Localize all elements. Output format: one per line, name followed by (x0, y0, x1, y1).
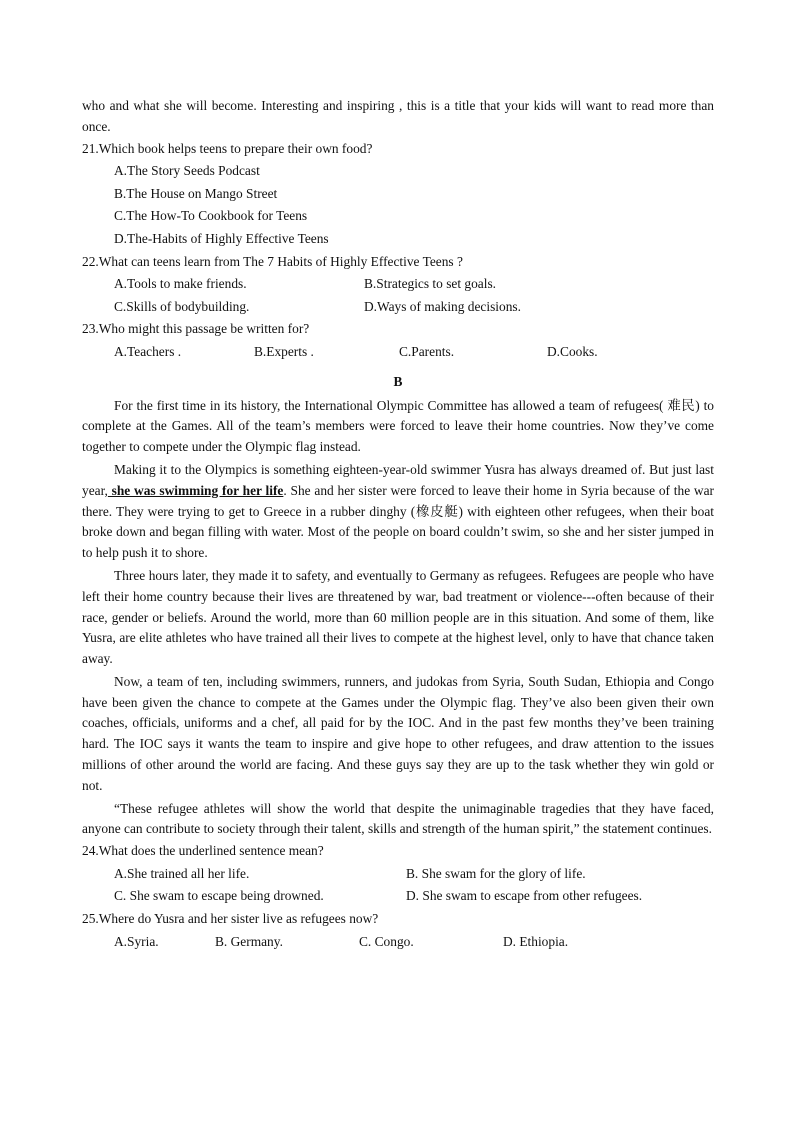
question-25-option-b: B. Germany. (215, 933, 283, 949)
question-23-stem: 23.Who might this passage be written for? (82, 321, 310, 337)
question-25-option-c: C. Congo. (359, 933, 414, 949)
question-24-option-d: D. She swam to escape from other refugees. (406, 888, 643, 904)
question-22-options-row-2 (114, 296, 714, 319)
question-21-option-c: C.The How-To Cookbook for Teens (114, 208, 308, 224)
question-25-option-d: D. Ethiopia. (503, 933, 569, 949)
passage-b-paragraph-5: “These refugee athletes will show the world that despite the unimaginable tragedies that they have faced, anyone can contribute to society through their talent, skills and strength of the human spirit,” the statement continues. (82, 800, 714, 837)
question-22-option-c: C.Skills of bodybuilding. (114, 298, 250, 314)
question-25-option-a: A.Syria. (114, 933, 159, 949)
question-25-options-row (114, 931, 714, 954)
section-b-heading: B (393, 373, 403, 389)
question-23-option-d: D.Cooks. (547, 343, 598, 359)
paragraph-2-text-before: Making it to the Olympics is something eighteen-year-old swimmer Yusra has always dreamed of. But just last year, (82, 461, 714, 498)
question-24-option-b: B. She swam for the glory of life. (406, 865, 586, 881)
question-22-options-row-1 (114, 273, 714, 296)
question-21-option-d: D.The-Habits of Highly Effective Teens (114, 230, 329, 246)
intro-paragraph-tail: who and what she will become. Interesting and inspiring , this is a title that your kids will want to read more than once. (82, 98, 714, 134)
question-23-option-c: C.Parents. (399, 343, 455, 359)
passage-b-paragraph-4: Now, a team of ten, including swimmers, runners, and judokas from Syria, South Sudan, Ethiopia and Congo have been given the chance to compete at the Games under the Olympic flag. They’ve also been given their own coaches, officials, uniforms and a chef, all paid for by the IOC. And in the past few months they’ve been training hard. The IOC says it wants the team to inspire and give hope to other refugees, and draw attention to the issues millions of other around the world are facing. And these guys say they are up to the task whether they win gold or not. (82, 673, 714, 793)
exam-page (82, 96, 714, 953)
question-25-stem: 25.Where do Yusra and her sister live as refugees now? (82, 911, 379, 927)
question-24-stem: 24.What does the underlined sentence mean? (82, 843, 324, 859)
question-23-option-b: B.Experts . (254, 343, 314, 359)
question-22-option-b: B.Strategics to set goals. (364, 276, 497, 292)
question-22-stem: 22.What can teens learn from The 7 Habits of Highly Effective Teens ? (82, 253, 463, 269)
passage-b-paragraph-1: For the first time in its history, the International Olympic Committee has allowed a team of refugees( 难民) to complete at the Games. All of the team’s members were forced to leave their home countries. Now they’ve come together to compete under the Olympic flag instead. (82, 397, 714, 455)
paragraph-2-text-after: . She and her sister were forced to leave their home in Syria because of the war there. They were trying to get to Greece in a rubber dinghy (橡皮艇) with eighteen other refugees, when their boat broke down and began filling with water. Most of the people on board couldn’t swim, so she and her sister jumped in to help push it to shore. (82, 482, 714, 561)
question-21-option-b: B.The House on Mango Street (114, 185, 278, 201)
question-23-options-row (114, 341, 714, 364)
question-24-options-row-1 (114, 863, 714, 886)
question-21-stem: 21.Which book helps teens to prepare their own food? (82, 140, 373, 156)
question-24-option-c: C. She swam to escape being drowned. (114, 888, 324, 904)
question-21-option-a: A.The Story Seeds Podcast (114, 163, 260, 179)
question-24-option-a: A.She trained all her life. (114, 865, 250, 881)
passage-b-paragraph-3: Three hours later, they made it to safety, and eventually to Germany as refugees. Refugees are people who have left their home country because their lives are threatened by war, bad treatment or violence---often because of their race, gender or beliefs. Around the world, more than 60 million people are in this situation. And some of them, like Yusra, are elite athletes who have trained all their lives to compete at the highest level, only to have that chance taken away. (82, 567, 714, 667)
question-22-option-a: A.Tools to make friends. (114, 276, 247, 292)
passage-b-paragraph-2 (82, 460, 714, 564)
question-22-option-d: D.Ways of making decisions. (364, 298, 521, 314)
question-24-options-row-2 (114, 885, 714, 908)
question-23-option-a: A.Teachers . (114, 343, 182, 359)
underlined-sentence: she was swimming for her life (107, 482, 284, 498)
